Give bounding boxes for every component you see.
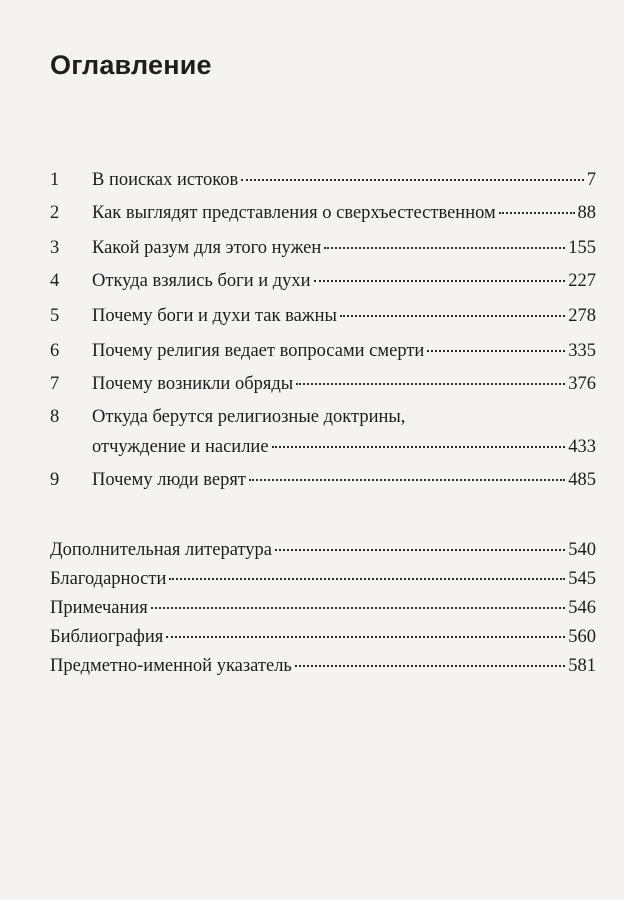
toc-row-chapter-9 <box>50 470 596 491</box>
chapter-number: 2 <box>50 203 60 223</box>
dot-leader <box>314 280 566 282</box>
toc-row-acknowledgements <box>50 569 596 590</box>
dot-leader <box>241 179 583 181</box>
dot-leader <box>169 578 565 580</box>
page-number: 88 <box>577 203 596 223</box>
chapter-number: 7 <box>50 374 60 394</box>
section-title: Предметно-именной указатель <box>50 656 292 676</box>
page-number: 227 <box>568 271 596 291</box>
toc-row-chapter-2 <box>50 203 596 224</box>
dot-leader <box>151 607 565 609</box>
page-number: 581 <box>568 656 596 676</box>
chapter-number: 8 <box>50 407 60 427</box>
dot-leader <box>324 247 565 249</box>
page-number: 485 <box>568 470 596 490</box>
page-number: 7 <box>586 170 596 190</box>
page-number: 335 <box>568 341 596 361</box>
dot-leader <box>499 212 575 214</box>
chapter-number: 3 <box>50 238 60 258</box>
dot-leader <box>166 636 565 638</box>
dot-leader <box>427 350 565 352</box>
chapter-title: Почему боги и духи так важны <box>92 306 337 326</box>
dot-leader <box>249 479 565 481</box>
chapter-title: Какой разум для этого нужен <box>92 238 322 258</box>
page-number: 546 <box>568 598 596 618</box>
dot-leader <box>340 315 565 317</box>
chapter-title: Откуда берутся религиозные доктрины, <box>92 407 406 427</box>
toc-row-chapter-8 <box>50 407 596 428</box>
chapter-title: В поисках истоков <box>92 170 239 190</box>
toc-row-chapter-5 <box>50 306 596 327</box>
dot-leader <box>272 446 566 448</box>
page-title: Оглавление <box>50 50 212 80</box>
page-number: 560 <box>568 627 596 647</box>
chapter-title-line2: отчуждение и насилие <box>92 437 269 457</box>
toc-row-index <box>50 656 596 677</box>
chapter-number: 6 <box>50 341 60 361</box>
chapter-title: Почему религия ведает вопросами смерти <box>92 341 425 361</box>
dot-leader <box>295 665 565 667</box>
bleed-through-text <box>52 92 58 118</box>
toc-row-chapter-6 <box>50 341 596 362</box>
page-number: 545 <box>568 569 596 589</box>
chapter-title: Почему возникли обряды <box>92 374 294 394</box>
toc-row-notes <box>50 598 596 619</box>
section-title: Библиография <box>50 627 164 647</box>
page-number: 540 <box>568 540 596 560</box>
chapter-number: 9 <box>50 470 60 490</box>
section-title: Благодарности <box>50 569 167 589</box>
chapter-title: Откуда взялись боги и духи <box>92 271 311 291</box>
section-title: Дополнительная литература <box>50 540 272 560</box>
section-title: Примечания <box>50 598 148 618</box>
chapter-title: Почему люди верят <box>92 470 246 490</box>
chapter-title: Как выглядят представления о сверхъестественном <box>92 203 496 223</box>
chapter-number: 4 <box>50 271 60 291</box>
toc-row-chapter-1 <box>50 170 596 191</box>
chapter-number: 5 <box>50 306 60 326</box>
page-number: 376 <box>568 374 596 394</box>
toc-row-chapter-7 <box>50 374 596 395</box>
dot-leader <box>275 549 565 551</box>
chapter-number: 1 <box>50 170 60 190</box>
toc-row-chapter-8-continued <box>50 437 596 458</box>
toc-row-chapter-3 <box>50 238 596 259</box>
page-number: 433 <box>568 437 596 457</box>
toc-row-bibliography <box>50 627 596 648</box>
toc-row-chapter-4 <box>50 271 596 292</box>
dot-leader <box>296 383 565 385</box>
page-number: 278 <box>568 306 596 326</box>
toc-row-further-reading <box>50 540 596 561</box>
page-number: 155 <box>568 238 596 258</box>
